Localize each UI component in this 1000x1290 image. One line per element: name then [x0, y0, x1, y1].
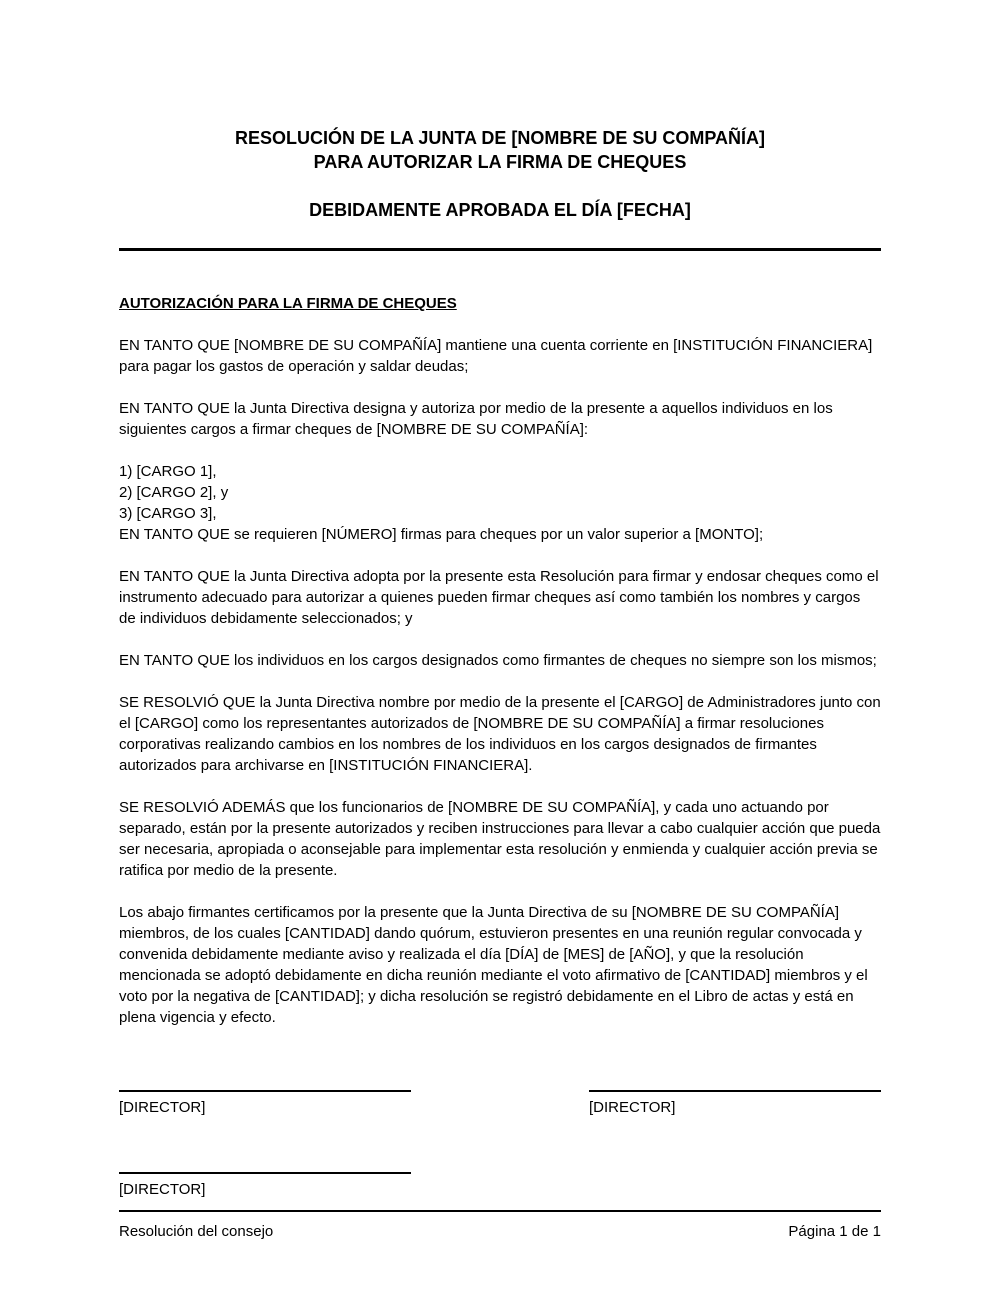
officer-list-item-1: 1) [CARGO 1], [119, 463, 217, 480]
footer-document-type: Resolución del consejo [119, 1223, 274, 1240]
signature-block-1 [119, 1090, 411, 1118]
signature-block-3 [119, 1172, 411, 1200]
paragraph-whereas-3: EN TANTO QUE la Junta Directiva adopta por la presente esta Resolución para firmar y endosar cheques como el instrumento adecuado para autorizar a quienes pueden firmar cheques así como también los nombres y cargos de individuos debidamente seleccionados; y [119, 568, 879, 627]
header-divider [119, 248, 881, 251]
section-heading: AUTORIZACIÓN PARA LA FIRMA DE CHEQUES [119, 295, 457, 312]
signature-label: [DIRECTOR] [589, 1099, 676, 1116]
paragraph-resolved-2: SE RESOLVIÓ ADEMÁS que los funcionarios de [NOMBRE DE SU COMPAÑÍA], y cada uno actuando por separado, están por la presente autorizados y reciben instrucciones para llevar a cabo cualquier acción que pueda ser necesaria, apropiada o aconsejable para implementar esta resolución y enmienda y cualquier acción previa se ratifica por medio de la presente. [119, 799, 881, 879]
footer-page-number: Página 1 de 1 [788, 1223, 881, 1240]
signature-line [119, 1090, 411, 1092]
document-title-line2: PARA AUTORIZAR LA FIRMA DE CHEQUES [313, 152, 687, 172]
paragraph-whereas-signatures-required: EN TANTO QUE se requieren [NÚMERO] firmas para cheques por un valor superior a [MONTO]; [119, 526, 764, 543]
page-footer [119, 1210, 881, 1242]
officer-list-item-2: 2) [CARGO 2], y [119, 484, 229, 501]
document-title-line1: RESOLUCIÓN DE LA JUNTA DE [NOMBRE DE SU COMPAÑÍA] [234, 128, 765, 148]
signature-line [119, 1172, 411, 1174]
paragraph-whereas-1: EN TANTO QUE [NOMBRE DE SU COMPAÑÍA] mantiene una cuenta corriente en [INSTITUCIÓN FINANCIERA] para pagar los gastos de operación y saldar deudas; [119, 337, 873, 375]
signature-row-2 [119, 1172, 881, 1200]
paragraph-certification: Los abajo firmantes certificamos por la presente que la Junta Directiva de su [NOMBRE DE SU COMPAÑÍA] miembros, de los cuales [CANTIDAD] dando quórum, estuvieron presentes en una reunión regular convocada y convenida debidamente mediante aviso y realizada el día [DÍA] de [MES] de [AÑO], y que la resolución mencionada se adoptó debidamente en dicha reunión mediante el voto afirmativo de [CANTIDAD] miembros y el voto por la negativa de [CANTIDAD]; y dicha resolución se registró debidamente en el Libro de actas y está en plena vigencia y efecto. [119, 904, 868, 1026]
paragraph-resolved-1: SE RESOLVIÓ QUE la Junta Directiva nombre por medio de la presente el [CARGO] de Administradores junto con el [CARGO] como los representantes autorizados de [NOMBRE DE SU COMPAÑÍA] a firmar resoluciones corporativas realizando cambios en los nombres de los individuos en los cargos designados de firmantes autorizados para archivarse en [INSTITUCIÓN FINANCIERA]. [119, 694, 881, 774]
paragraph-whereas-4: EN TANTO QUE los individuos en los cargos designados como firmantes de cheques no siempre son los mismos; [119, 652, 877, 669]
signature-block-2 [589, 1090, 881, 1118]
paragraph-whereas-2: EN TANTO QUE la Junta Directiva designa y autoriza por medio de la presente a aquellos individuos en los siguientes cargos a firmar cheques de [NOMBRE DE SU COMPAÑÍA]: [119, 400, 833, 438]
officer-list-item-3: 3) [CARGO 3], [119, 505, 217, 522]
signature-label: [DIRECTOR] [119, 1181, 206, 1198]
footer-divider [119, 1210, 881, 1212]
signature-label: [DIRECTOR] [119, 1099, 206, 1116]
document-header [119, 126, 881, 222]
approval-line: DEBIDAMENTE APROBADA EL DÍA [FECHA] [309, 200, 691, 220]
signature-row-1 [119, 1090, 881, 1118]
officer-list [119, 461, 881, 545]
document-title [119, 126, 881, 174]
signature-line [589, 1090, 881, 1092]
signature-area [119, 1090, 881, 1200]
